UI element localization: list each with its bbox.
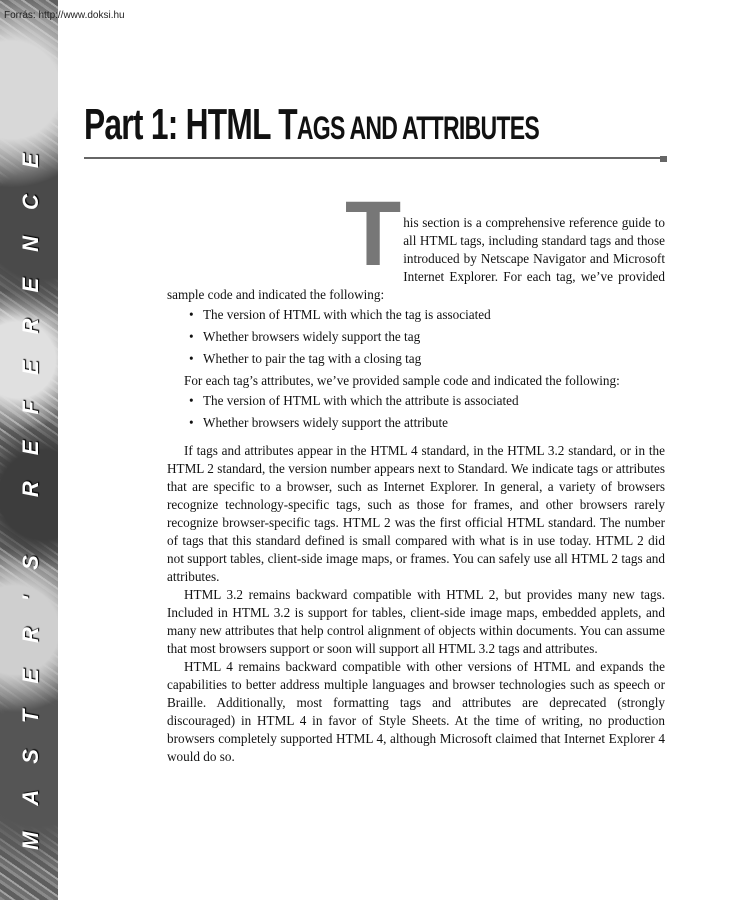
attribute-intro: For each tag’s attributes, we’ve provided sample code and indicated the following: (184, 373, 620, 388)
source-note: Forrás: http://www.doksi.hu (4, 10, 125, 21)
content-body (167, 183, 665, 766)
title-rule-end (660, 156, 667, 162)
list-item: • Whether to pair the tag with a closing tag (189, 351, 422, 366)
body-paragraph: HTML 3.2 remains backward compatible with HTML 2, but provides many new tags. Included in HTML 3.2 is support for tables, client-side image maps, embedded applets, and many new attributes that help control alignment of objects within documents. You can assume that most browsers support or soon will support all HTML 3.2 tags and attributes. (167, 587, 665, 656)
list-item: • The version of HTML with which the tag is associated (189, 307, 491, 322)
tag-bullet-list (167, 306, 665, 368)
body-paragraph: HTML 4 remains backward compatible with other versions of HTML and expands the capabilities to better address multiple languages and browser technologies such as speech or Braille. Additionally, most formatting tags and attributes are deprecated (strongly discouraged) in HTML 4 in favor of Style Sheets. At the time of writing, no production browsers completely supported HTML 4, although Microsoft claimed that Internet Explorer 4 would do so. (167, 659, 665, 764)
page-title-rest: AGS AND ATTRIBUTES (296, 110, 540, 146)
body-paragraph: If tags and attributes appear in the HTML 4 standard, in the HTML 3.2 standard, or in the HTML 2 standard, the version number appears next to Standard. We indicate tags or attributes that are specific to a browser, such as Internet Explorer. In general, a variety of browsers recognize technology-specific tags, such as those for frames, and other browsers rarely recognize browser-specific tags. HTML 2 was the first official HTML standard. The number of tags that this standard defined is small compared with what is in use today. HTML 2 did not support tables, client-side image maps, or frames. You can safely use all HTML 2 tags and attributes. (167, 443, 665, 584)
intro-paragraph: his section is a comprehensive reference guide to all HTML tags, including standard tags and those introduced by Netscape Navigator and Microsoft Internet Explorer. For each tag, we’ve provided sample code and indicated the following: (167, 215, 665, 302)
title-rule (84, 157, 662, 159)
page-title-part: Part 1: HTML T (84, 100, 297, 149)
sidebar-banner (0, 0, 58, 900)
list-item: • Whether browsers widely support the attribute (189, 415, 448, 430)
list-item: • Whether browsers widely support the tag (189, 329, 421, 344)
page-title (84, 100, 539, 150)
attribute-bullet-list (167, 392, 665, 432)
list-item: • The version of HTML with which the attribute is associated (189, 393, 519, 408)
drop-cap: T (345, 183, 402, 285)
sidebar-label: MASTER'S REFERENCE (18, 127, 43, 850)
